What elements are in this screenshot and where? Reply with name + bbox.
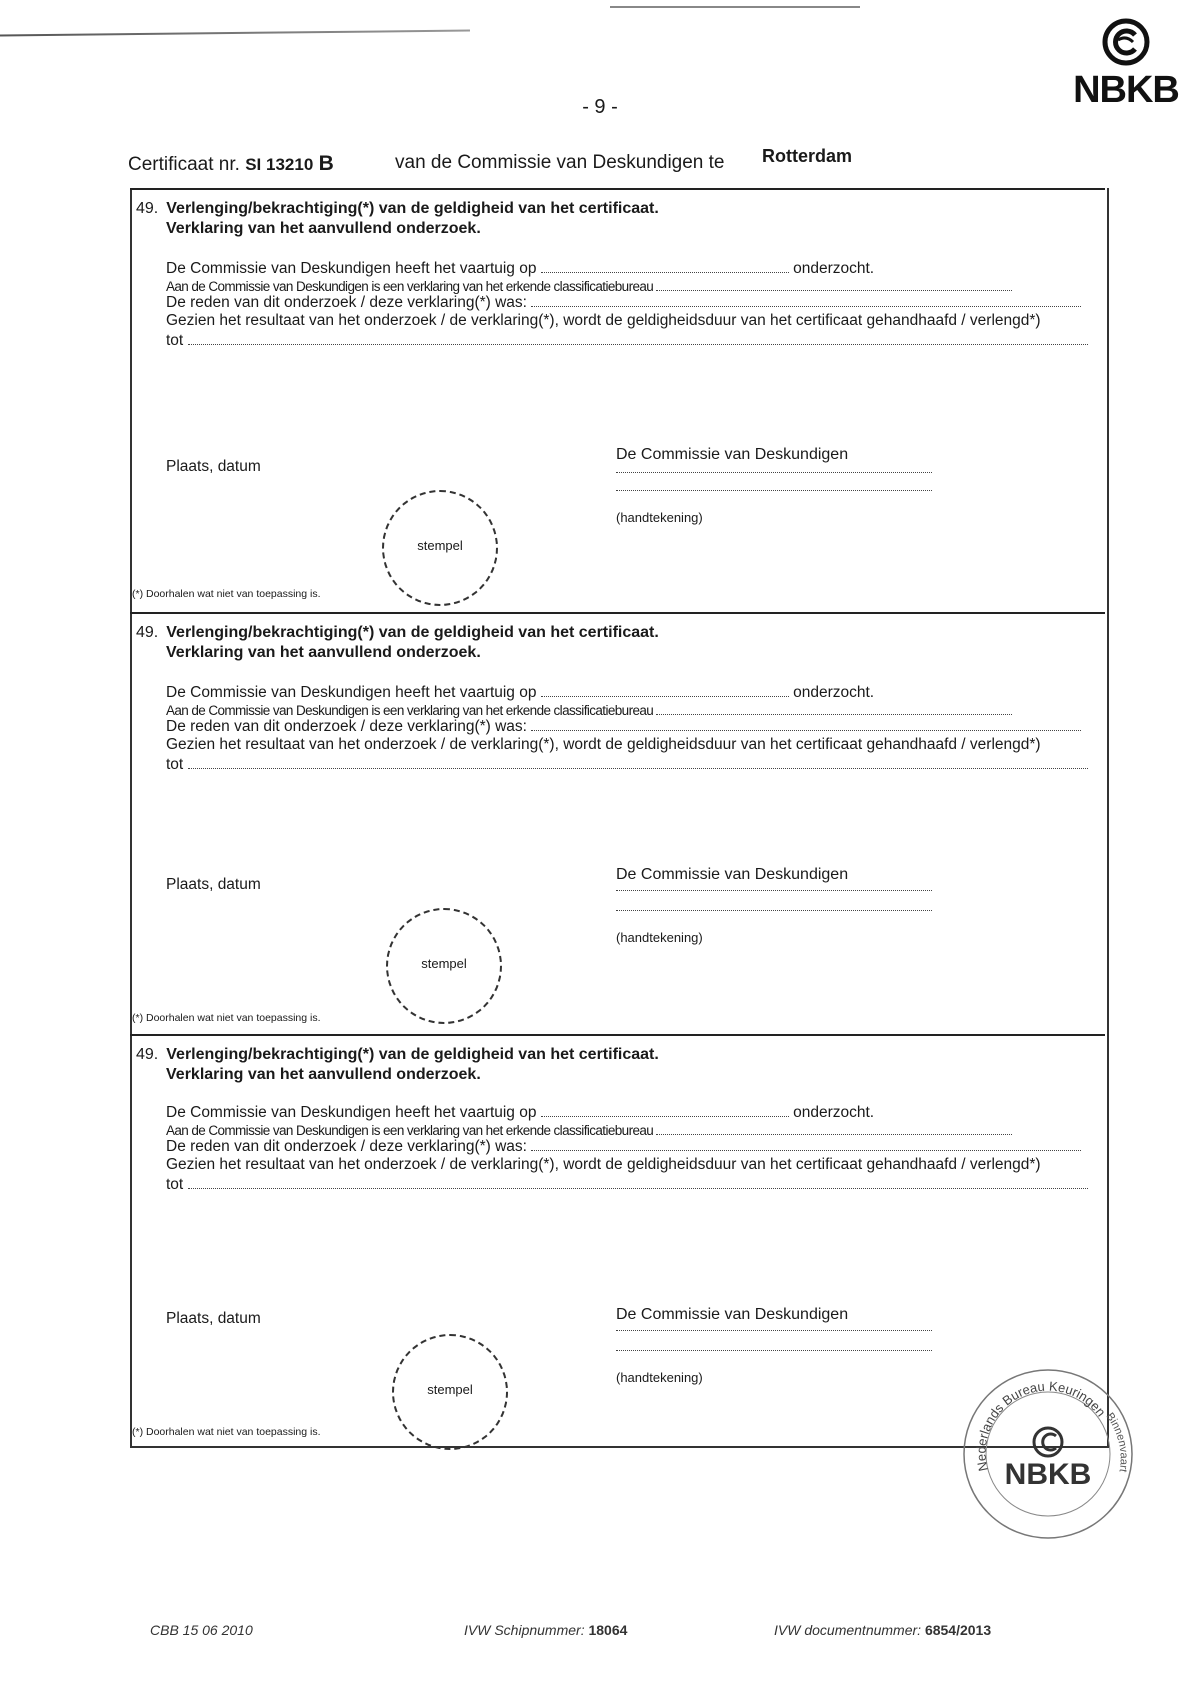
cert-letter: B <box>318 152 334 175</box>
section-title: 49. Verlenging/bekrachtiging(*) van de geldigheid van het certificaat. <box>136 1046 659 1063</box>
section-3 <box>130 1034 1105 1446</box>
committee-label: De Commissie van Deskundigen <box>616 1306 849 1323</box>
document-number-field: IVW documentnummer: 6854/2013 <box>774 1622 992 1638</box>
section-title: 49. Verlenging/bekrachtiging(*) van de geldigheid van het certificaat. <box>136 200 659 217</box>
stamp-area: stempel <box>382 490 498 606</box>
signature-line <box>616 910 932 911</box>
section-subtitle: Verklaring van het aanvullend onderzoek. <box>166 1066 481 1083</box>
line-classificatie: Aan de Commissie van Deskundigen is een verklaring van het erkende classificatiebureau <box>166 1122 1012 1138</box>
line-tot: tot <box>166 332 1088 350</box>
line-classificatie: Aan de Commissie van Deskundigen is een verklaring van het erkende classificatiebureau <box>166 702 1012 718</box>
cert-number: SI 13210 <box>245 155 314 174</box>
line-geldigheid: Gezien het resultaat van het onderzoek / de verklaring(*), wordt de geldigheidsduur van het certificaat gehandhaafd / verlengd*) <box>166 312 1041 329</box>
cert-label: Certificaat nr. <box>128 154 240 175</box>
footnote: (*) Doorhalen wat niet van toepassing is. <box>132 1426 321 1438</box>
logo-text: NBKB <box>1073 69 1179 111</box>
place-date-label: Plaats, datum <box>166 458 261 475</box>
stamp-area: stempel <box>392 1334 508 1450</box>
line-geldigheid: Gezien het resultaat van het onderzoek / de verklaring(*), wordt de geldigheidsduur van het certificaat gehandhaafd / verlengd*) <box>166 736 1041 753</box>
seal-text: Binnenvaart <box>1103 1410 1130 1473</box>
section-2 <box>130 612 1105 1034</box>
signature-line <box>616 472 932 473</box>
seal-center-text: NBKB <box>1004 1458 1092 1491</box>
committee-label: De Commissie van Deskundigen <box>616 446 849 463</box>
footnote: (*) Doorhalen wat niet van toepassing is. <box>132 1012 321 1024</box>
line-tot: tot <box>166 756 1088 774</box>
line-reden: De reden van dit onderzoek / deze verklaring(*) was: <box>166 718 1081 736</box>
ship-number-field: IVW Schipnummer: 18064 <box>464 1622 628 1638</box>
stamp-area: stempel <box>386 908 502 1024</box>
form-code: CBB 15 06 2010 <box>150 1622 253 1638</box>
commission-text: van de Commissie van Deskundigen te <box>395 152 725 173</box>
signature-label: (handtekening) <box>616 1370 703 1385</box>
signature-label: (handtekening) <box>616 930 703 945</box>
signature-line <box>616 490 932 491</box>
line-reden: De reden van dit onderzoek / deze verklaring(*) was: <box>166 1138 1081 1156</box>
svg-text:Binnenvaart <box>1104 1411 1130 1473</box>
certificate-line <box>128 146 853 176</box>
place-date-label: Plaats, datum <box>166 1310 261 1327</box>
section-1 <box>130 188 1105 610</box>
line-classificatie: Aan de Commissie van Deskundigen is een verklaring van het erkende classificatiebureau <box>166 278 1012 294</box>
section-title: 49. Verlenging/bekrachtiging(*) van de geldigheid van het certificaat. <box>136 624 659 641</box>
committee-label: De Commissie van Deskundigen <box>616 866 849 883</box>
city: Rotterdam <box>762 146 853 166</box>
page-number: - 9 - <box>582 96 618 118</box>
nbkb-logo-icon <box>1102 18 1150 66</box>
signature-line <box>616 890 932 891</box>
scan-artifact <box>0 30 470 37</box>
section-subtitle: Verklaring van het aanvullend onderzoek. <box>166 220 481 237</box>
signature-line <box>616 1330 932 1331</box>
nbkb-seal-icon <box>960 1366 1136 1542</box>
line-tot: tot <box>166 1176 1088 1194</box>
signature-label: (handtekening) <box>616 510 703 525</box>
line-reden: De reden van dit onderzoek / deze verklaring(*) was: <box>166 294 1081 312</box>
line-geldigheid: Gezien het resultaat van het onderzoek / de verklaring(*), wordt de geldigheidsduur van het certificaat gehandhaafd / verlengd*) <box>166 1156 1041 1173</box>
place-date-label: Plaats, datum <box>166 876 261 893</box>
line-vaartuig: De Commissie van Deskundigen heeft het vaartuig op onderzocht. <box>166 260 875 277</box>
signature-line <box>616 1350 932 1351</box>
scan-artifact <box>610 6 860 8</box>
section-subtitle: Verklaring van het aanvullend onderzoek. <box>166 644 481 661</box>
line-vaartuig: De Commissie van Deskundigen heeft het vaartuig op onderzocht. <box>166 1104 875 1121</box>
footnote: (*) Doorhalen wat niet van toepassing is. <box>132 588 321 600</box>
seal-text: Nederlands Bureau Keuringen <box>973 1378 1109 1473</box>
line-vaartuig: De Commissie van Deskundigen heeft het vaartuig op onderzocht. <box>166 684 875 701</box>
